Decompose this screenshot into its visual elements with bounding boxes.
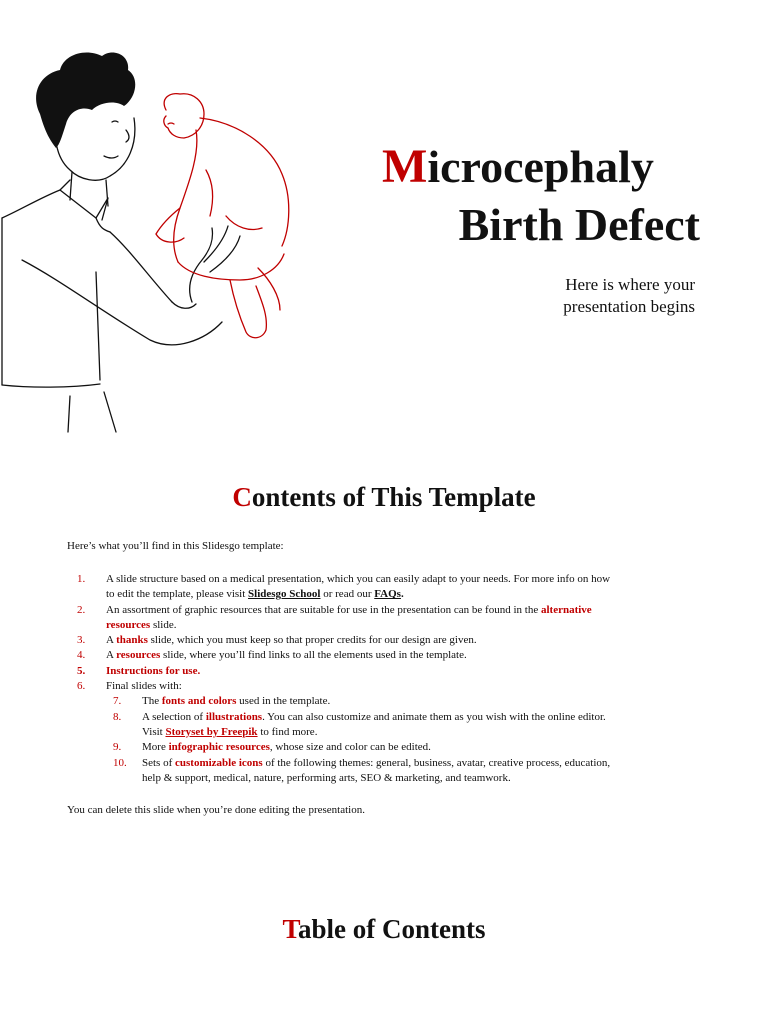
list-item-text-part: of the following themes: general, business, avatar, creative process, education, (262, 756, 611, 769)
sub-list-item (67, 740, 707, 755)
list-item-text-part: slide, which you must keep so that proper credits for our design are given. (147, 634, 477, 647)
list-item-text-part: , whose size and color can be edited. (269, 741, 431, 754)
contents-heading-rest: ontents of This Template (251, 482, 536, 512)
subtitle-line-1: Here is where your (565, 275, 695, 294)
list-item-text (142, 694, 707, 709)
list-item-text (142, 756, 707, 771)
list-item-text-line2: help & support, medical, nature, performing arts, SEO & marketing, and teamwork. (142, 771, 511, 784)
instructions-for-use-text: Instructions for use. (106, 664, 201, 677)
resources-keyword: resources (106, 618, 151, 631)
list-item-text: Final slides with: (106, 680, 182, 693)
subtitle (520, 274, 695, 318)
list-item-number: 10. (113, 756, 127, 769)
list-item-text (106, 648, 707, 663)
list-item-number: 2. (77, 603, 86, 616)
list-item-number: 9. (113, 741, 122, 754)
list-item-text-part: or read our (320, 588, 375, 601)
sub-list-item (67, 694, 707, 709)
list-item-number: 3. (77, 634, 86, 647)
list-item-text-part: . (400, 588, 404, 601)
title-line-1 (370, 138, 700, 196)
list-item-number: 6. (77, 680, 86, 693)
list-item-text-part: to edit the template, please visit (106, 588, 249, 601)
list-item-text-part: to find more. (257, 725, 318, 738)
fonts-and-colors-keyword: fonts and colors (161, 695, 237, 708)
list-item-number: 7. (113, 695, 122, 708)
list-item-text-part: slide, where you’ll find links to all the elements used in the template. (160, 649, 467, 662)
list-item-text-line2 (142, 725, 707, 740)
list-item-text-part: The (142, 695, 162, 708)
title-line-2: Birth Defect (458, 199, 700, 250)
table-of-contents-heading (0, 914, 768, 945)
list-item (67, 633, 707, 648)
resources-keyword: resources (116, 649, 161, 662)
list-item-text-part: slide. (150, 618, 177, 631)
contents-list (67, 572, 707, 786)
toc-heading-rest: able of Contents (298, 914, 486, 944)
toc-heading-initial: T (282, 914, 299, 944)
sub-list-item (67, 710, 707, 741)
list-item-text-part: . You can also customize and animate them as you wish with the online editor. (262, 710, 606, 723)
title-block (370, 138, 700, 254)
list-item-text: A slide structure based on a medical presentation, which you can easily adapt to your needs. For more info on how (106, 573, 611, 585)
list-item-text-part: Visit (142, 725, 166, 738)
list-item (67, 679, 707, 694)
faqs-link[interactable]: FAQs (374, 588, 401, 601)
list-item (67, 603, 707, 634)
title-line-1-rest: icrocephaly (427, 141, 654, 192)
illustrations-keyword: illustrations (205, 710, 263, 723)
list-item-text (142, 740, 707, 755)
list-item-text-part: An assortment of graphic resources that are suitable for use in the presentation can be found in the (106, 603, 541, 616)
storyset-link[interactable]: Storyset by Freepik (165, 725, 258, 738)
list-item-number: 5. (77, 664, 86, 677)
list-item-text-part: used in the template. (236, 695, 331, 708)
list-item-text-line2 (106, 587, 707, 602)
list-item-text (106, 633, 707, 648)
list-item-number: 4. (77, 649, 86, 662)
list-item-text (142, 710, 707, 725)
slidesgo-school-link[interactable]: Slidesgo School (248, 588, 321, 601)
list-item-number: 1. (77, 573, 86, 585)
father-holding-baby-illustration (0, 40, 340, 440)
customizable-icons-keyword: customizable icons (175, 756, 263, 769)
list-item (67, 572, 707, 603)
list-item-text-part: A (106, 649, 117, 662)
list-item (67, 648, 707, 663)
list-item-text-part: A (106, 634, 117, 647)
list-item (67, 664, 707, 679)
subtitle-line-2: presentation begins (563, 297, 695, 316)
list-item-text-line2 (106, 618, 707, 633)
list-item-text (106, 603, 707, 618)
thanks-keyword: thanks (116, 634, 148, 647)
contents-outro: You can delete this slide when you’re done editing the presentation. (67, 804, 365, 816)
contents-heading (0, 482, 768, 513)
alternative-keyword: alternative (540, 603, 592, 616)
list-item-text-part: A selection of (142, 710, 206, 723)
list-item-text-part: More (142, 741, 169, 754)
contents-intro: Here’s what you’ll find in this Slidesgo template: (67, 540, 284, 552)
list-item-text-part: Sets of (142, 756, 175, 769)
contents-heading-initial: C (232, 482, 252, 512)
list-item-number: 8. (113, 710, 122, 723)
infographic-resources-keyword: infographic resources (168, 741, 270, 754)
sub-list-item (67, 756, 707, 787)
title-initial-letter: M (382, 140, 428, 193)
